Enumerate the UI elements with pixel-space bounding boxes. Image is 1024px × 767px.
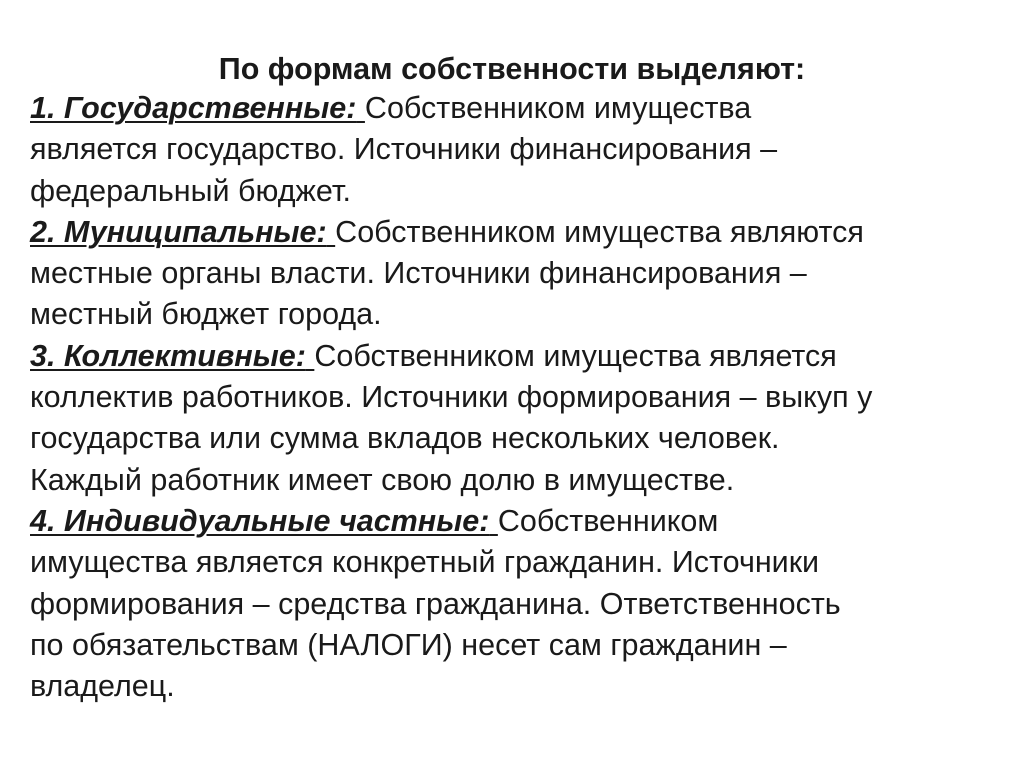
section-3-label: 3. Коллективные: bbox=[30, 338, 306, 373]
section-4-line-5: владелец. bbox=[30, 669, 175, 704]
section-2-text: Собственником имущества являются bbox=[335, 214, 864, 249]
section-1-line-2: является государство. Источники финансирования – bbox=[30, 132, 778, 167]
section-2-line-3: местный бюджет города. bbox=[30, 297, 382, 332]
section-4-line-1 bbox=[30, 501, 1010, 542]
section-1-text: Собственником имущества bbox=[364, 91, 752, 125]
section-4-line-3: формирования – средства гражданина. Ответственность bbox=[30, 586, 841, 621]
slide-title: По формам собственности выделяют: bbox=[218, 52, 806, 86]
section-1-label: 1. Государственные: bbox=[30, 91, 357, 125]
section-4-line-4: по обязательствам (НАЛОГИ) несет сам гражданин – bbox=[30, 627, 787, 662]
section-3-line-1 bbox=[30, 336, 1010, 377]
section-3-line-2: коллектив работников. Источники формирования – выкуп у bbox=[30, 380, 873, 415]
section-2-line-2: местные органы власти. Источники финансирования – bbox=[30, 256, 807, 291]
section-2-label: 2. Муниципальные: bbox=[30, 214, 327, 249]
section-4-label: 4. Индивидуальные частные: bbox=[30, 503, 490, 538]
section-1-line-3: федеральный бюджет. bbox=[30, 173, 351, 208]
section-4-line-2: имущества является конкретный гражданин. Источники bbox=[30, 545, 820, 580]
section-4-text: Собственником bbox=[497, 503, 719, 538]
section-2-line-1 bbox=[30, 212, 1010, 253]
section-1-line-1 bbox=[30, 88, 1010, 129]
section-3-line-3: государства или сумма вкладов нескольких человек. bbox=[30, 421, 780, 456]
ownership-forms-text bbox=[30, 88, 1010, 707]
section-3-line-4: Каждый работник имеет свою долю в имуществе. bbox=[30, 462, 735, 497]
section-3-text: Собственником имущества является bbox=[314, 338, 837, 373]
